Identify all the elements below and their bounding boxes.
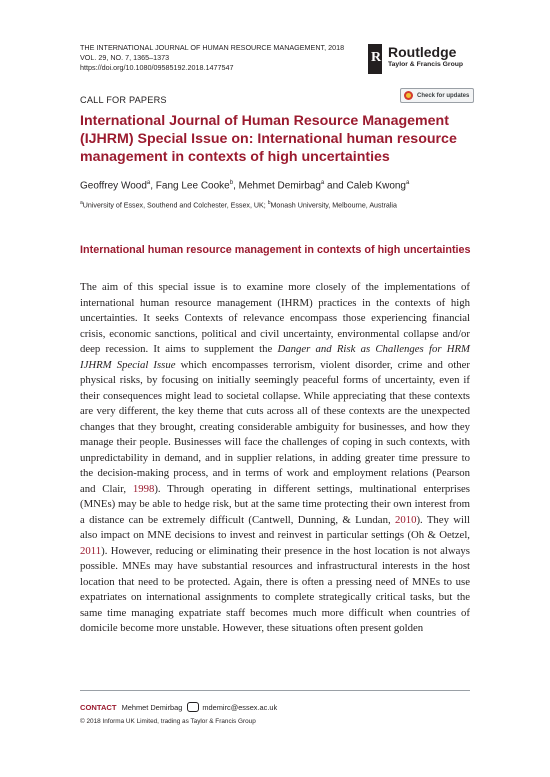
publisher-logo [368,44,478,76]
crossmark-icon [404,91,413,100]
citation-link[interactable]: 2010 [394,513,417,526]
author-list: Geoffrey Wood$^a$, Fang Lee Cooke$^b$, Mehmet Demirbag$^a$ and Caleb Kwong$^a$ [80,180,410,192]
check-for-updates-label: Check for updates [417,92,470,99]
copyright-notice: © 2018 Informa UK Limited, trading as Taylor & Francis Group [80,718,256,725]
contact-name: Mehmet Demirbag [121,702,183,712]
journal-name: THE INTERNATIONAL JOURNAL OF HUMAN RESOURCE MANAGEMENT, 2018 [80,43,345,52]
author-name: Fang Lee Cooke [155,180,230,192]
affiliation-essex: University of Essex, Southend and Colchester, Essex, UK; [82,201,268,210]
affil-mark: b [267,200,271,206]
author-name: Caleb Kwong [346,180,406,192]
affiliation-monash: Monash University, Melbourne, Australia [270,201,397,210]
special-issue-title: Danger and Risk as Challenges for HRM IJHRM Special Issue [80,343,471,371]
journal-meta [80,43,344,73]
section-heading: International human resource management in contexts of high uncertainties [80,244,471,256]
author-name: Geoffrey Wood [80,180,147,192]
author-affil-mark: b [229,180,234,186]
contact-email[interactable]: mdemirc@essex.ac.uk [202,702,278,712]
contact-line [80,702,277,712]
affiliations [80,200,397,209]
author-affil-mark: a [406,180,410,186]
article-title: International Journal of Human Resource Management (IJHRM) Special Issue on: International human resource management in contexts of high uncertainties [80,113,457,166]
author-name: Mehmet Demirbag [238,180,321,192]
body-paragraph: The aim of this special issue is to examine more closely of the implementations of international human resource management (IHRM) practices in the contexts of high uncertainties. It seeks Contexts of relevance encompass those experiencing financial crisis, economic sanctions, political and civil uncertainty, environmental collapse and/or deep recession. It aims to supplement the Danger and Risk as Challenges for HRM IJHRM Special Issue which encompasses terrorism, violent disorder, crime and other physical risks, by focusing on initially seemingly peaceful forms of uncertainty, even if their consequences might lead to societal collapse. While appreciating that these contexts are very different, the key theme that cuts across all of these contexts are the unexpected changes that they brought, creating considerable ambiguity for businesses, and how they manage their people. Businesses will face the challenges of coping in such contexts, with unpredictability in demand, and in supplier relations, in adding greater time pressure to the decision-making process, and in terms of work and employment relations (Pearson and Clair, 1998). Through operating in different settings, multinational enterprises (MNEs) may be able to hedge risk, but at the same time protecting their own interest from a distance can be extremely difficult (Cantwell, Dunning, & Lundan, 2010). They will also impact on MNE decisions to invest and reinvest in particular settings (Oh & Oetzel, 2011). However, reducing or eliminating their presence in the host location is not always possible. MNEs may have substantial resources and infrastructural interests in the host location that need to be protected. Again, there is often a pressing need of MNEs to use expatriates on international assignments to complete strategically critical tasks, but the same time managing expatriate staff becomes much more difficult when countries of domicile become more unstable. However, these situations often present golden [80,281,471,634]
author-affil-mark: a [146,180,151,186]
check-for-updates-button[interactable] [400,88,474,103]
publisher-name: Routledge [388,44,457,60]
body-text [80,280,470,637]
author-affil-mark: a [320,180,325,186]
affil-mark: a [80,200,83,206]
citation-link[interactable]: 1998 [132,482,155,495]
citation-link[interactable]: 2011 [80,544,102,557]
email-icon [187,702,199,712]
publisher-subtitle: Taylor & Francis Group [388,61,464,68]
doi-link[interactable]: https://doi.org/10.1080/09585192.2018.1477547 [80,63,234,72]
call-for-papers-label: CALL FOR PAPERS [80,95,167,105]
contact-label: CONTACT [80,702,117,712]
volume-info: VOL. 29, NO. 7, 1365–1373 [80,53,170,62]
routledge-logo-icon: R [368,44,382,74]
footer-divider [80,690,470,691]
